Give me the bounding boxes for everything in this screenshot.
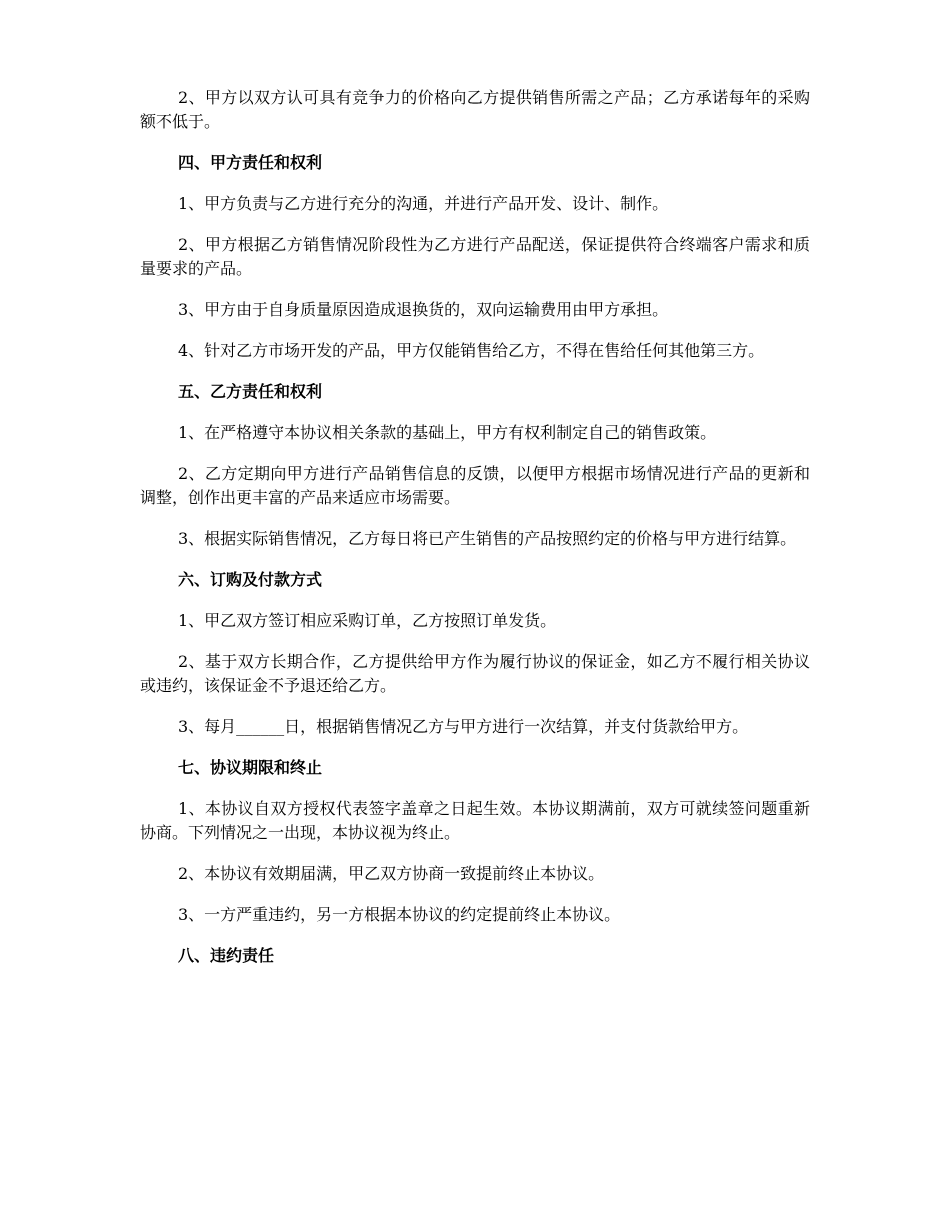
clause-paragraph: 2、基于双方长期合作，乙方提供给甲方作为履行协议的保证金，如乙方不履行相关协议或违约，该保证金不予退还给乙方。 (140, 652, 810, 695)
clause-paragraph: 2、本协议有效期届满，甲乙双方协商一致提前终止本协议。 (178, 864, 605, 883)
clause-paragraph: 3、每月______日，根据销售情况乙方与甲方进行一次结算，并支付货款给甲方。 (178, 717, 749, 736)
clause-paragraph: 3、甲方由于自身质量原因造成退换货的，双向运输费用由甲方承担。 (178, 300, 669, 319)
section-heading: 八、违约责任 (178, 946, 275, 965)
document-body (140, 86, 810, 968)
section-heading: 七、协议期限和终止 (178, 758, 323, 777)
clause-paragraph: 2、甲方以双方认可具有竞争力的价格向乙方提供销售所需之产品；乙方承诺每年的采购额不低于。 (140, 88, 810, 131)
section-heading: 四、甲方责任和权利 (178, 153, 323, 172)
clause-paragraph: 2、乙方定期向甲方进行产品销售信息的反馈，以便甲方根据市场情况进行产品的更新和调整，创作出更丰富的产品来适应市场需要。 (140, 464, 810, 507)
clause-paragraph: 1、在严格遵守本协议相关条款的基础上，甲方有权利制定自己的销售政策。 (178, 423, 717, 442)
clause-paragraph: 3、一方严重违约，另一方根据本协议的约定提前终止本协议。 (178, 905, 621, 924)
clause-paragraph: 1、甲方负责与乙方进行充分的沟通，并进行产品开发、设计、制作。 (178, 194, 669, 213)
clause-paragraph: 3、根据实际销售情况，乙方每日将已产生销售的产品按照约定的价格与甲方进行结算。 (178, 529, 797, 548)
clause-paragraph: 4、针对乙方市场开发的产品，甲方仅能销售给乙方，不得在售给任何其他第三方。 (178, 341, 765, 360)
clause-paragraph: 2、甲方根据乙方销售情况阶段性为乙方进行产品配送，保证提供符合终端客户需求和质量要求的产品。 (140, 235, 810, 278)
clause-paragraph: 1、本协议自双方授权代表签字盖章之日起生效。本协议期满前，双方可就续签问题重新协商。下列情况之一出现，本协议视为终止。 (140, 799, 810, 842)
section-heading: 五、乙方责任和权利 (178, 382, 323, 401)
section-heading: 六、订购及付款方式 (178, 570, 323, 589)
clause-paragraph: 1、甲乙双方签订相应采购订单，乙方按照订单发货。 (178, 611, 557, 630)
